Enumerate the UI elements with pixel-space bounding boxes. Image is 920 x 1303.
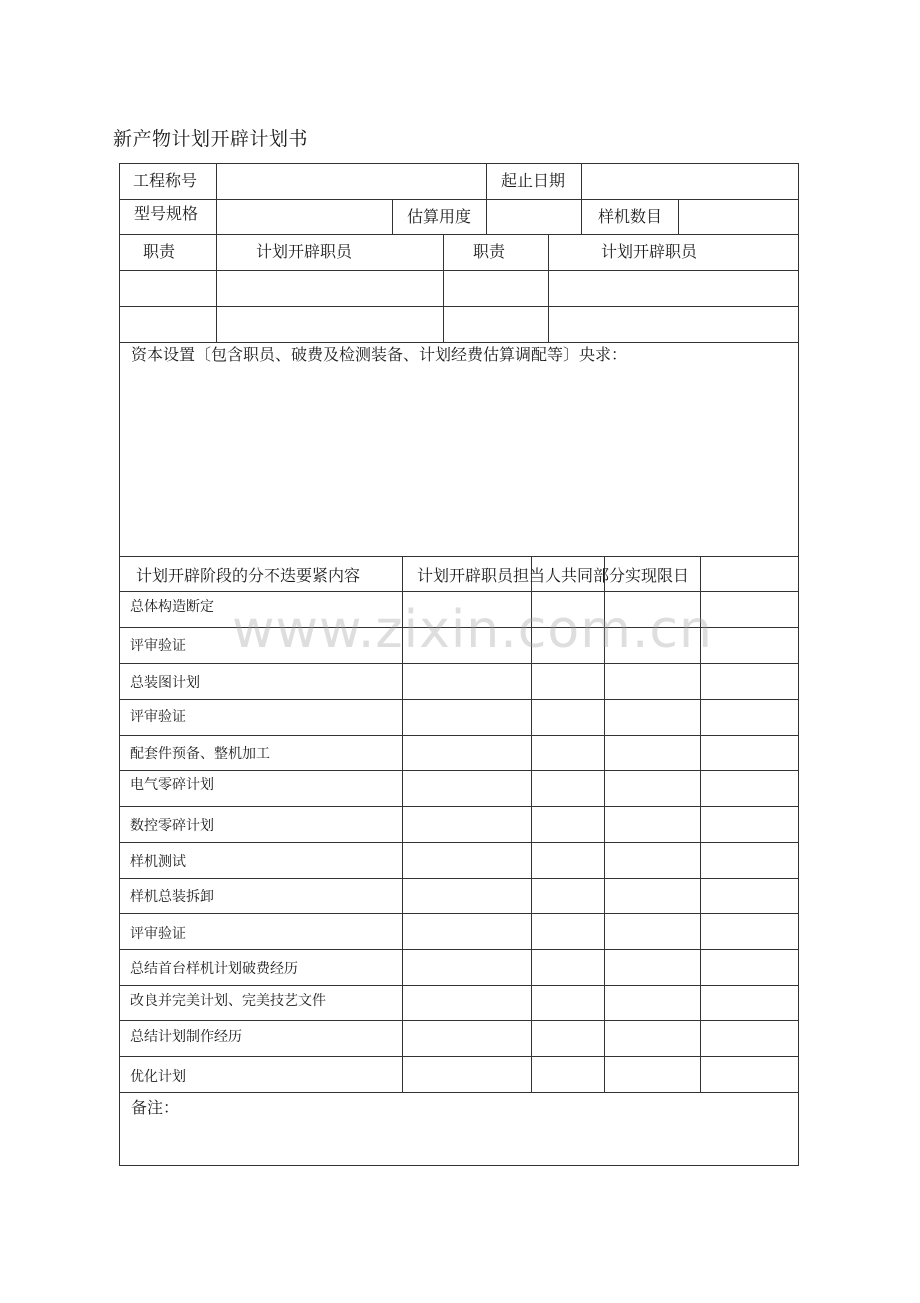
- stage-row: 样机测试: [130, 854, 186, 870]
- stage-row: 总装图计划: [130, 675, 200, 691]
- stage-row: 总结计划制作经历: [130, 1029, 242, 1045]
- stage-row: 评审验证: [130, 926, 186, 942]
- staff-deadline-column-header: 计划开辟职员担当人共同部分实现限日: [417, 566, 690, 585]
- budget-label: 估算用度: [407, 207, 472, 226]
- watermark: www.zixin.com.cn: [232, 600, 713, 660]
- stage-row: 评审验证: [130, 638, 186, 654]
- stage-row: 优化计划: [130, 1069, 186, 1085]
- sample-qty-field[interactable]: [678, 199, 798, 234]
- project-name-label: 工程称号: [133, 171, 198, 190]
- remarks-label: 备注：: [131, 1098, 180, 1117]
- stage-row: 数控零碎计划: [130, 818, 214, 834]
- stage-column-header: 计划开辟阶段的分不迭要紧内容: [136, 566, 361, 585]
- stage-row: 电气零碎计划: [130, 777, 214, 793]
- start-end-date-field[interactable]: [581, 163, 798, 199]
- start-end-date-label: 起止日期: [501, 171, 566, 190]
- model-spec-field[interactable]: [216, 199, 392, 234]
- duty-header-1: 职责: [143, 242, 176, 261]
- stage-row: 总结首台样机计划破费经历: [130, 961, 298, 977]
- stage-row: 评审验证: [130, 709, 186, 725]
- resources-label: 资本设置〔包含职员、破费及检测装备、计划经费估算调配等〕央求：: [131, 345, 628, 364]
- document-title: 新产物计划开辟计划书: [113, 128, 309, 150]
- remarks-field[interactable]: [119, 1120, 798, 1165]
- budget-field[interactable]: [486, 199, 581, 234]
- stage-row: 样机总装拆卸: [130, 889, 214, 905]
- sample-qty-label: 样机数目: [598, 207, 663, 226]
- project-name-field[interactable]: [216, 163, 486, 199]
- stage-row: 改良并完美计划、完美技艺文件: [130, 993, 326, 1009]
- staff-header-2: 计划开辟职员: [601, 242, 698, 261]
- resources-field[interactable]: [119, 368, 798, 556]
- staff-header-1: 计划开辟职员: [256, 242, 353, 261]
- stage-row: 配套件预备、整机加工: [130, 746, 270, 762]
- stage-row: 总体构造断定: [130, 599, 214, 615]
- model-spec-label: 型号规格: [134, 204, 199, 223]
- duty-header-2: 职责: [473, 242, 506, 261]
